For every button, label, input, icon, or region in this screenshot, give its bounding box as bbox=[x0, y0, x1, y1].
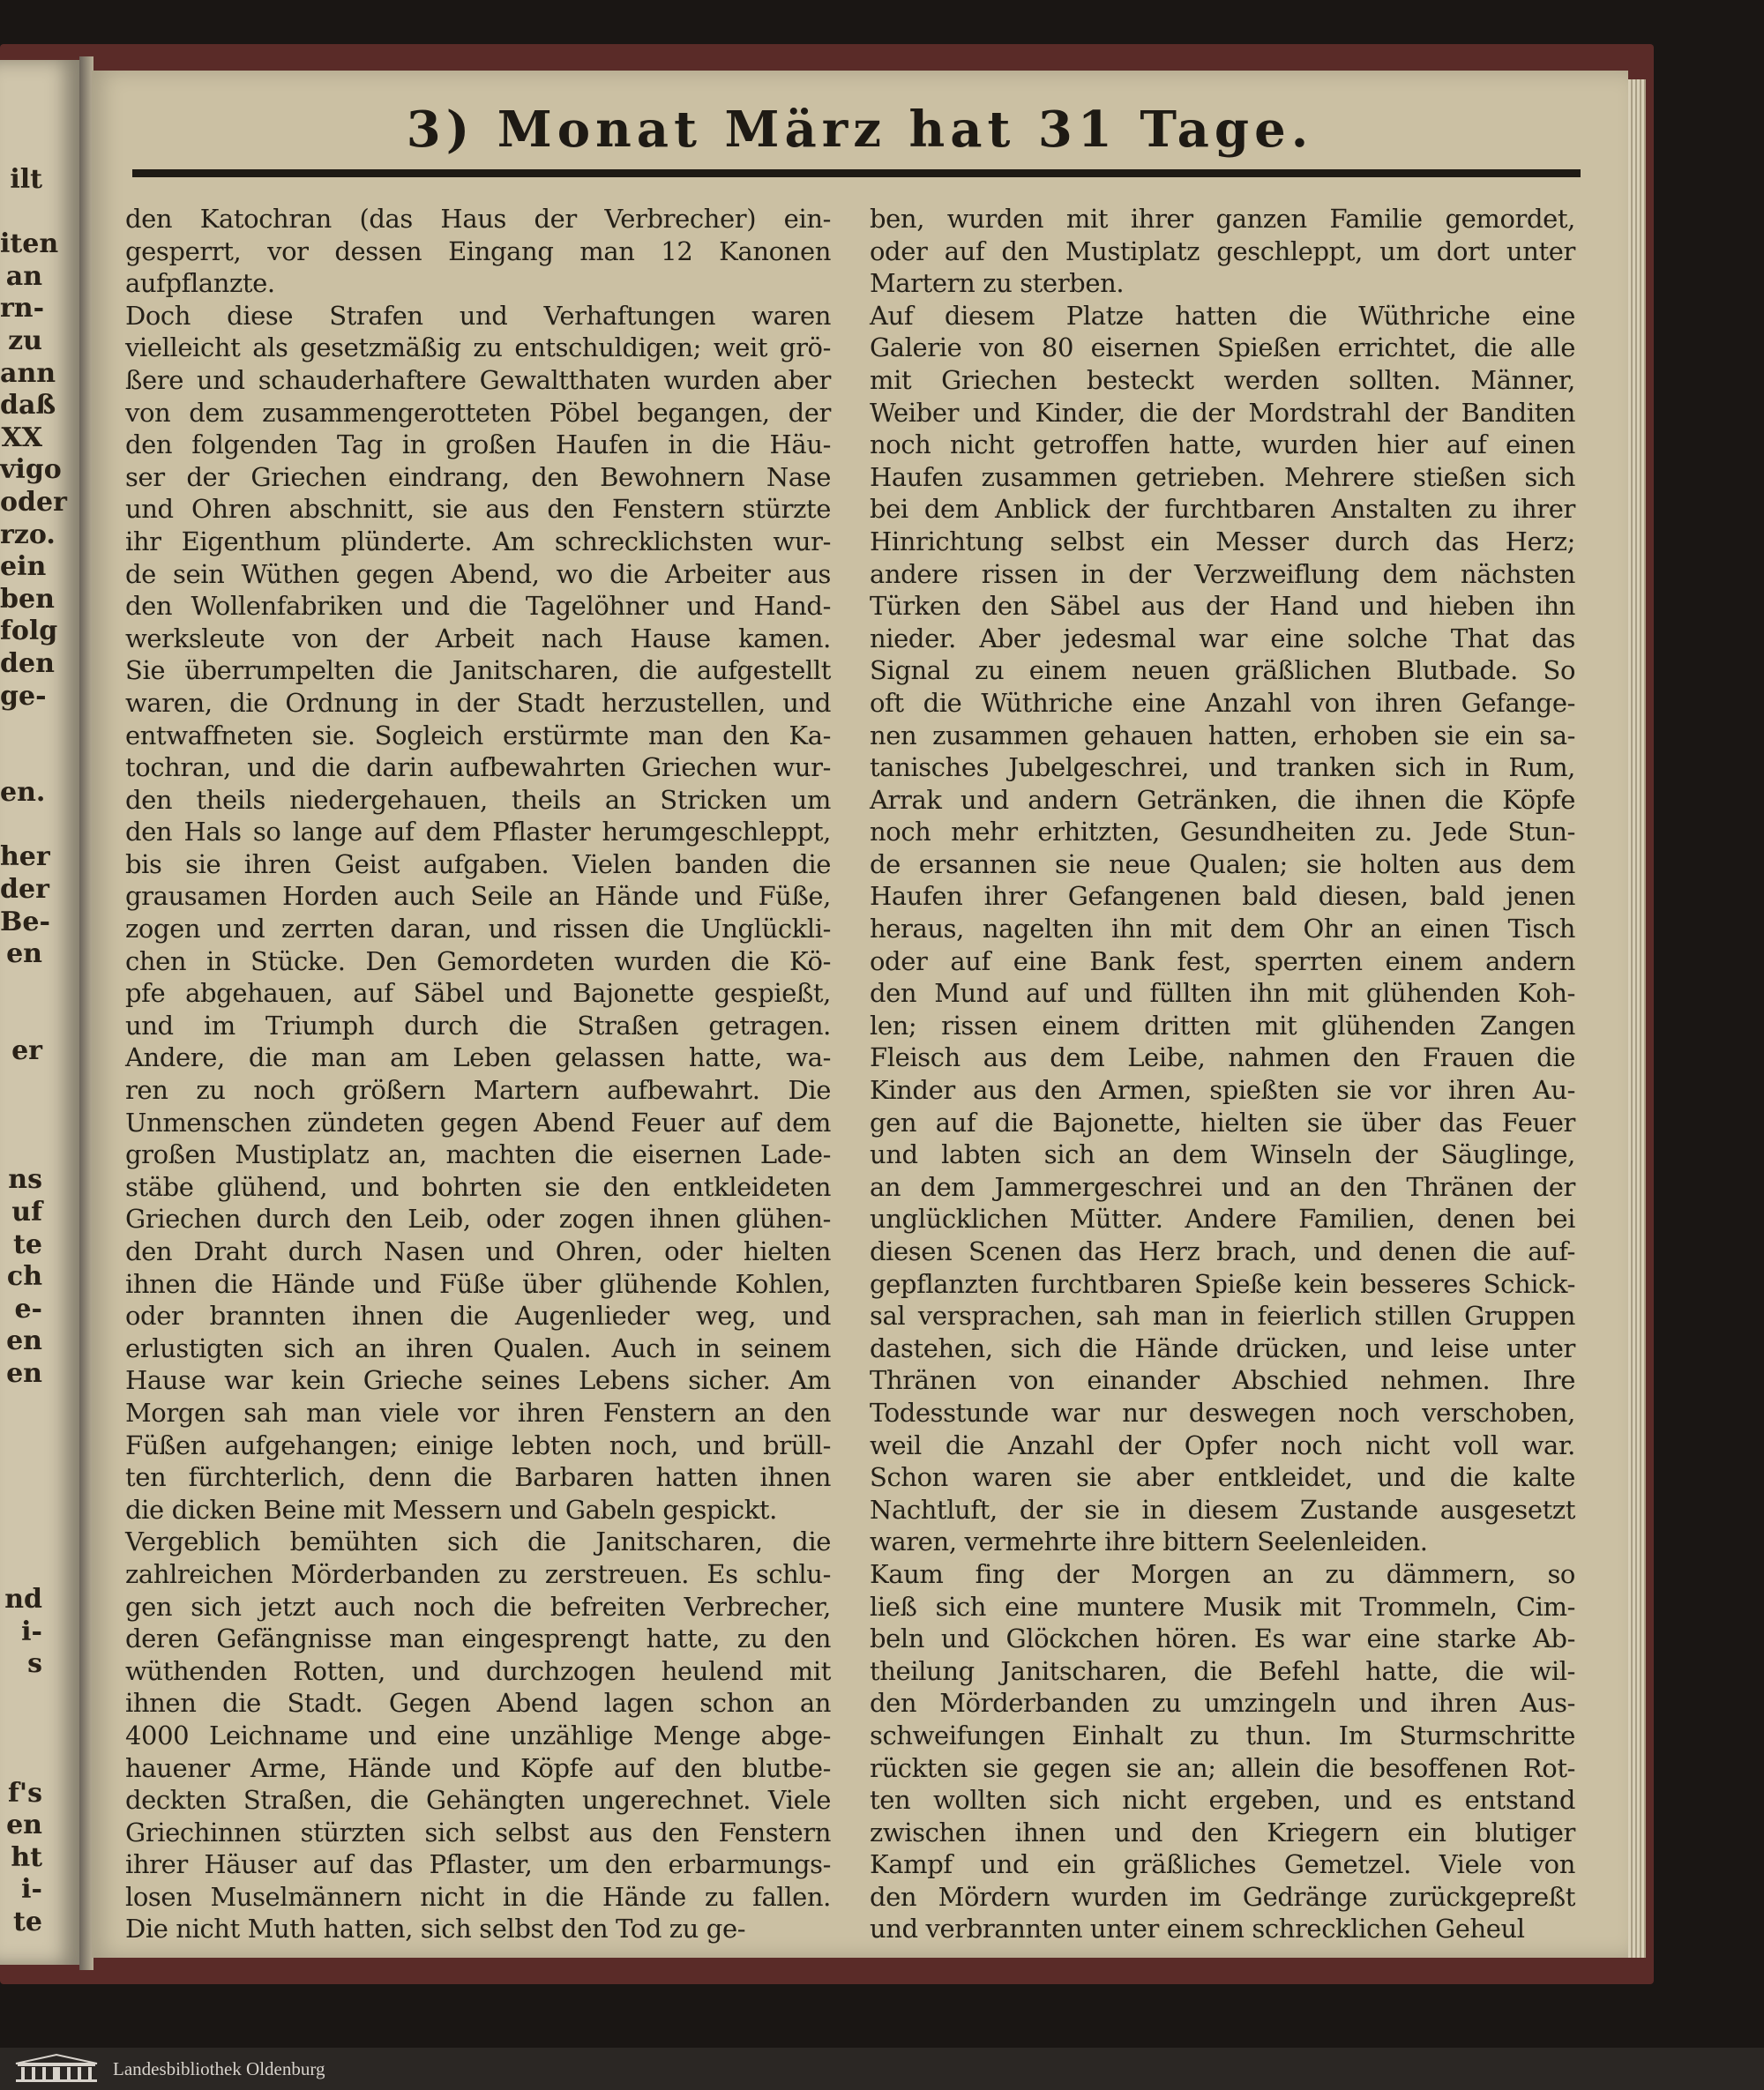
left-page-fragment bbox=[0, 745, 42, 778]
left-column-line: von dem zusammengerotteten Pöbel begangen, der bbox=[125, 397, 831, 428]
left-page-fragment bbox=[0, 1132, 42, 1165]
right-column-line: ben, wurden mit ihrer ganzen Familie gemordet, bbox=[870, 204, 1575, 234]
right-column-line: Martern zu sterben. bbox=[870, 268, 1125, 299]
left-page-fragment: te bbox=[13, 1907, 42, 1938]
right-column-line: theilung Janitscharen, die Befehl hatte, die wil- bbox=[870, 1655, 1575, 1686]
left-column-line: oder brannten ihnen die Augenlieder weg, und bbox=[125, 1301, 831, 1332]
left-page bbox=[0, 60, 81, 1965]
right-column-line: dastehen, sich die Hände drücken, und leise unter bbox=[870, 1332, 1575, 1363]
left-page-fragment: Be- bbox=[0, 906, 50, 937]
right-column-line: zwischen ihnen und den Kriegern ein blutiger bbox=[870, 1817, 1575, 1847]
left-column-line: deren Gefängnisse man eingesprengt hatte, zu den bbox=[125, 1623, 831, 1654]
right-column-line: andere rissen in der Verzweiflung dem nächsten bbox=[870, 558, 1575, 589]
right-column-line: Thränen von einander Abschied nehmen. Ihre bbox=[870, 1365, 1575, 1396]
left-column-line: pfe abgehauen, auf Säbel und Bajonette gespießt, bbox=[125, 978, 831, 1009]
left-page-fragment: ben bbox=[0, 583, 55, 615]
left-column-line: bis sie ihren Geist aufgaben. Vielen banden die bbox=[125, 848, 831, 879]
left-page-fragment: oder bbox=[0, 486, 67, 518]
right-column-line: und verbrannten unter einem schrecklichen Geheul bbox=[870, 1914, 1525, 1944]
right-column-line: de ersannen sie neue Qualen; sie holten aus dem bbox=[870, 848, 1575, 879]
left-page-fragment: iten bbox=[0, 228, 59, 260]
left-page-text-fragments bbox=[0, 164, 67, 1939]
right-column-line: Türken den Säbel aus der Hand und hieben ihn bbox=[870, 591, 1575, 622]
left-page-fragment: daß bbox=[0, 390, 56, 422]
left-page-fragment: an bbox=[5, 260, 42, 292]
left-column-line: ihnen die Stadt. Gegen Abend lagen schon an bbox=[125, 1688, 831, 1719]
left-column-line: gen sich jetzt auch noch die befreiten Verbrecher, bbox=[125, 1591, 831, 1622]
left-page-fragment bbox=[0, 1745, 42, 1778]
left-page-fragment: i- bbox=[21, 1874, 42, 1906]
left-page-fragment: en. bbox=[0, 777, 46, 809]
left-column-line: den Hals so lange auf dem Pflaster herumgeschleppt, bbox=[125, 817, 831, 847]
left-column-line: gesperrt, vor dessen Eingang man 12 Kanonen bbox=[125, 235, 831, 266]
right-column-line: gepflanzten furchtbaren Spieße kein besseres Schick- bbox=[870, 1268, 1575, 1299]
left-page-fragment: i- bbox=[21, 1616, 42, 1647]
left-column-line: den Draht durch Nasen und Ohren, oder hielten bbox=[125, 1236, 831, 1266]
left-column-line: de sein Wüthen gegen Abend, wo die Arbeiter aus bbox=[125, 558, 831, 589]
left-column-line: Hause war kein Grieche seines Lebens sicher. Am bbox=[125, 1365, 831, 1396]
left-page-fragment bbox=[0, 1552, 42, 1585]
left-column-line: Sie überrumpelten die Janitscharen, die aufgestellt bbox=[125, 655, 831, 686]
left-page-fragment: rn- bbox=[0, 293, 45, 325]
left-page-fragment bbox=[0, 810, 42, 842]
left-column-line: Die nicht Muth hatten, sich selbst den Tod zu ge- bbox=[125, 1914, 746, 1944]
left-page-fragment bbox=[0, 1455, 42, 1488]
left-column-line: die dicken Beine mit Messern und Gabeln gespickt. bbox=[125, 1494, 777, 1525]
right-column-line: Galerie von 80 eisernen Spießen errichtet, die alle bbox=[870, 332, 1575, 363]
left-page-fragment: nd bbox=[4, 1584, 42, 1616]
right-column-line: noch mehr erhitzten, Gesundheiten zu. Jede Stun- bbox=[870, 817, 1575, 847]
left-page-fragment: uf bbox=[11, 1197, 42, 1228]
right-column-line: Arrak und andern Getränken, die ihnen die Köpfe bbox=[870, 784, 1575, 815]
right-column-line: nieder. Aber jedesmal war eine solche That das bbox=[870, 623, 1575, 653]
left-column-line: hauener Arme, Hände und Köpfe auf den blutbe- bbox=[125, 1752, 831, 1783]
left-page-fragment: en bbox=[6, 1357, 42, 1389]
right-column-line: ten wollten sich nicht ergeben, und es entstand bbox=[870, 1785, 1575, 1816]
left-page-fragment: s bbox=[27, 1648, 42, 1680]
left-column-line: ten fürchterlich, denn die Barbaren hatten ihnen bbox=[125, 1462, 831, 1493]
right-column-line: Auf diesem Platze hatten die Wüthriche eine bbox=[870, 300, 1575, 331]
left-column-line: Füßen aufgehangen; einige lebten noch, und brüll- bbox=[125, 1429, 831, 1460]
right-column-line: Fleisch aus dem Leibe, nahmen den Frauen die bbox=[870, 1042, 1575, 1073]
left-page-fragment: en bbox=[6, 1810, 42, 1841]
left-page-fragment: vigo bbox=[0, 454, 62, 486]
left-column-line: waren, die Ordnung in der Stadt herzustellen, und bbox=[125, 687, 831, 718]
left-column-line: und im Triumph durch die Straßen getragen. bbox=[125, 1010, 831, 1041]
left-column-line: zogen und zerrten daran, und rissen die Unglückli- bbox=[125, 914, 831, 944]
right-column-line: waren, vermehrte ihre bittern Seelenleiden. bbox=[870, 1526, 1428, 1557]
left-page-fragment bbox=[0, 1100, 42, 1132]
left-column-line: losen Muselmännern nicht in die Hände zu fallen. bbox=[125, 1881, 831, 1912]
right-column-line: Weiber und Kinder, die der Mordstrahl der Banditen bbox=[870, 397, 1575, 428]
right-column-line: Kaum fing der Morgen an zu dämmern, so bbox=[870, 1558, 1575, 1589]
right-column-line: und labten sich an dem Winseln der Säuglinge, bbox=[870, 1139, 1575, 1170]
left-column-line: Andere, die man am Leben gelassen hatte, wa- bbox=[125, 1042, 831, 1073]
left-page-fragment: XX bbox=[1, 422, 42, 453]
left-page-fragment: folg bbox=[0, 616, 58, 647]
left-page-fragment: zu bbox=[8, 325, 42, 356]
right-column-line: den Mörderbanden zu umzingeln und ihren Aus- bbox=[870, 1688, 1575, 1719]
left-column-line: ihnen die Hände und Füße über glühende Kohlen, bbox=[125, 1268, 831, 1299]
left-column-line: zahlreichen Mörderbanden zu zerstreuen. Es schlu- bbox=[125, 1558, 831, 1589]
left-column-line: Doch diese Strafen und Verhaftungen waren bbox=[125, 300, 831, 331]
left-page-fragment: f's bbox=[8, 1777, 42, 1809]
right-column-line: diesen Scenen das Herz brach, und denen die auf- bbox=[870, 1236, 1575, 1266]
right-column-line: Kinder aus den Armen, spießten sie vor ihren Au- bbox=[870, 1075, 1575, 1106]
left-column-line: den Katochran (das Haus der Verbrecher) ein- bbox=[125, 204, 831, 234]
left-page-fragment bbox=[0, 1422, 42, 1455]
right-column-line: schweifungen Einhalt zu thun. Im Sturmschritte bbox=[870, 1720, 1575, 1750]
left-column-line: Vergeblich bemühten sich die Janitscharen, die bbox=[125, 1526, 831, 1557]
right-column-line: Nachtluft, der sie in diesem Zustande ausgesetzt bbox=[870, 1494, 1575, 1525]
right-column-line: oft die Wüthriche eine Anzahl von ihren Gefange- bbox=[870, 687, 1575, 718]
left-column-line: aufpflanzte. bbox=[125, 268, 275, 299]
left-page-fragment bbox=[0, 971, 42, 1004]
right-column-line: gen auf die Bajonette, hielten sie über das Feuer bbox=[870, 1107, 1575, 1138]
left-page-fragment bbox=[0, 713, 42, 745]
page-edges bbox=[1628, 79, 1646, 1958]
page-header-title: 3) Monat März hat 31 Tage. bbox=[406, 101, 1314, 159]
left-column-line: ser der Griechen eindrang, den Bewohnern Nase bbox=[125, 461, 831, 492]
left-page-fragment: en bbox=[6, 1325, 42, 1357]
footer-bar bbox=[0, 2048, 1764, 2090]
left-column-line: chen in Stücke. Den Gemordeten wurden die Kö- bbox=[125, 945, 831, 976]
left-page-fragment bbox=[0, 1519, 42, 1552]
right-column-line: den Mördern wurden im Gedränge zurückgepreßt bbox=[870, 1881, 1575, 1912]
left-column-line: werksleute von der Arbeit nach Hause kamen. bbox=[125, 623, 831, 653]
left-column-line: tochran, und die darin aufbewahrten Griechen wur- bbox=[125, 752, 831, 783]
right-column-line: ließ sich eine muntere Musik mit Trommeln, Cim- bbox=[870, 1591, 1575, 1622]
left-column-line: ßere und schauderhaftere Gewaltthaten wurden aber bbox=[125, 364, 831, 395]
left-column-line: Morgen sah man viele vor ihren Fenstern an den bbox=[125, 1397, 831, 1428]
left-page-fragment: er bbox=[11, 1035, 42, 1067]
library-building-icon bbox=[12, 2053, 101, 2083]
left-page-fragment: ein bbox=[0, 551, 47, 583]
left-page-fragment: ge- bbox=[0, 680, 47, 712]
right-column-line: tanisches Jubelgeschrei, und tranken sich in Rum, bbox=[870, 752, 1575, 783]
right-column-line: mit Griechen besteckt werden sollten. Männer, bbox=[870, 364, 1575, 395]
right-column-line: den Mund auf und füllten ihn mit glühenden Koh- bbox=[870, 978, 1575, 1009]
left-column-line: ihrer Häuser auf das Pflaster, um den erbarmungs- bbox=[125, 1849, 831, 1880]
right-column-line: Haufen zusammen getrieben. Mehrere stießen sich bbox=[870, 461, 1575, 492]
left-page-fragment: der bbox=[0, 874, 49, 906]
right-column-line: len; rissen einem dritten mit glühenden Zangen bbox=[870, 1010, 1575, 1041]
right-column-line: Kampf und ein gräßliches Gemetzel. Viele von bbox=[870, 1849, 1575, 1880]
left-column-line: Unmenschen zündeten gegen Abend Feuer auf dem bbox=[125, 1107, 831, 1138]
left-column-line: Griechinnen stürzten sich selbst aus den Fenstern bbox=[125, 1817, 831, 1847]
left-page-fragment: ch bbox=[6, 1261, 42, 1293]
left-column-line: ren zu noch größern Martern aufbewahrt. Die bbox=[125, 1075, 831, 1106]
header-rule bbox=[132, 169, 1581, 177]
right-column-line: noch nicht getroffen hatte, wurden hier auf einen bbox=[870, 429, 1575, 460]
left-page-fragment bbox=[0, 1713, 42, 1746]
left-column-line: ihr Eigenthum plünderte. Am schrecklichsten wur- bbox=[125, 526, 831, 556]
left-column-line: großen Mustiplatz an, machten die eisernen Lade- bbox=[125, 1139, 831, 1170]
left-column-line: stäbe glühend, und bohrten sie den entkleideten bbox=[125, 1171, 831, 1202]
right-column-line: an dem Jammergeschrei und an den Thränen der bbox=[870, 1171, 1575, 1202]
right-column-line: weil die Anzahl der Opfer noch nicht voll war. bbox=[870, 1429, 1575, 1460]
right-column-line: Haufen ihrer Gefangenen bald diesen, bald jenen bbox=[870, 881, 1575, 912]
left-page-fragment: her bbox=[0, 841, 50, 873]
right-column-line: unglücklichen Mütter. Andere Familien, denen bei bbox=[870, 1204, 1575, 1235]
right-column-line: oder auf eine Bank fest, sperrten einem andern bbox=[870, 945, 1575, 976]
right-column-line: bei dem Anblick der furchtbaren Anstalten zu ihrer bbox=[870, 494, 1575, 525]
right-column-line: oder auf den Mustiplatz geschleppt, um dort unter bbox=[870, 235, 1575, 266]
left-column-line: den folgenden Tag in großen Haufen in die Häu- bbox=[125, 429, 831, 460]
left-page-fragment bbox=[0, 1068, 42, 1101]
left-column-line: entwaffneten sie. Sogleich erstürmte man den Ka- bbox=[125, 720, 831, 750]
left-page-fragment bbox=[0, 1681, 42, 1713]
right-column-line: Signal zu einem neuen gräßlichen Blutbade. So bbox=[870, 655, 1575, 686]
right-column-line: rückten sie gegen sie an; allein die besoffenen Rot- bbox=[870, 1752, 1575, 1783]
left-page-fragment: ns bbox=[8, 1164, 42, 1196]
left-column-line: erlustigten sich an ihren Qualen. Auch in seinem bbox=[125, 1332, 831, 1363]
left-column-line: Griechen durch den Leib, oder zogen ihnen glühen- bbox=[125, 1204, 831, 1235]
left-page-fragment: ann bbox=[0, 357, 56, 389]
left-page-fragment: te bbox=[13, 1228, 42, 1260]
left-page-fragment: en bbox=[6, 938, 42, 970]
left-page-fragment bbox=[0, 1487, 42, 1519]
left-page-fragment: rzo. bbox=[0, 519, 56, 550]
left-column-line: und Ohren abschnitt, sie aus den Fenstern stürzte bbox=[125, 494, 831, 525]
left-column-line: den Wollenfabriken und die Tagelöhner und Hand- bbox=[125, 591, 831, 622]
left-page-fragment bbox=[0, 197, 42, 229]
left-page-fragment bbox=[0, 1391, 42, 1423]
left-page-fragment: e- bbox=[14, 1293, 42, 1325]
left-column-line: deckten Straßen, die Gehängten ungerechnet. Viele bbox=[125, 1785, 831, 1816]
left-page-fragment: den bbox=[0, 647, 55, 679]
left-page-fragment bbox=[0, 1003, 42, 1035]
right-column-line: Hinrichtung selbst ein Messer durch das Herz; bbox=[870, 526, 1575, 556]
left-page-fragment: ht bbox=[11, 1841, 42, 1873]
text-column-left bbox=[125, 203, 831, 1945]
left-column-line: 4000 Leichname und eine unzählige Menge abge- bbox=[125, 1720, 831, 1750]
right-page bbox=[92, 71, 1628, 1958]
left-page-fragment: ilt bbox=[10, 164, 42, 195]
right-column-line: Schon waren sie aber entkleidet, und die kalte bbox=[870, 1462, 1575, 1493]
right-column-line: beln und Glöckchen hören. Es war eine starke Ab- bbox=[870, 1623, 1575, 1654]
text-column-right bbox=[870, 203, 1575, 1945]
right-column-line: sal versprachen, sah man in feierlich stillen Gruppen bbox=[870, 1301, 1575, 1332]
right-column-line: heraus, nagelten ihn mit dem Ohr an einen Tisch bbox=[870, 914, 1575, 944]
footer-library-name: Landesbibliothek Oldenburg bbox=[113, 2058, 325, 2079]
right-column-line: nen zusammen gehauen hatten, erhoben sie ein sa- bbox=[870, 720, 1575, 750]
left-column-line: grausamen Horden auch Seile an Hände und Füße, bbox=[125, 881, 831, 912]
left-column-line: vielleicht als gesetzmäßig zu entschuldigen; weit grö- bbox=[125, 332, 831, 363]
left-column-line: den theils niedergehauen, theils an Stricken um bbox=[125, 784, 831, 815]
right-column-line: Todesstunde war nur deswegen noch verschoben, bbox=[870, 1397, 1575, 1428]
left-column-line: wüthenden Rotten, und durchzogen heulend mit bbox=[125, 1655, 831, 1686]
